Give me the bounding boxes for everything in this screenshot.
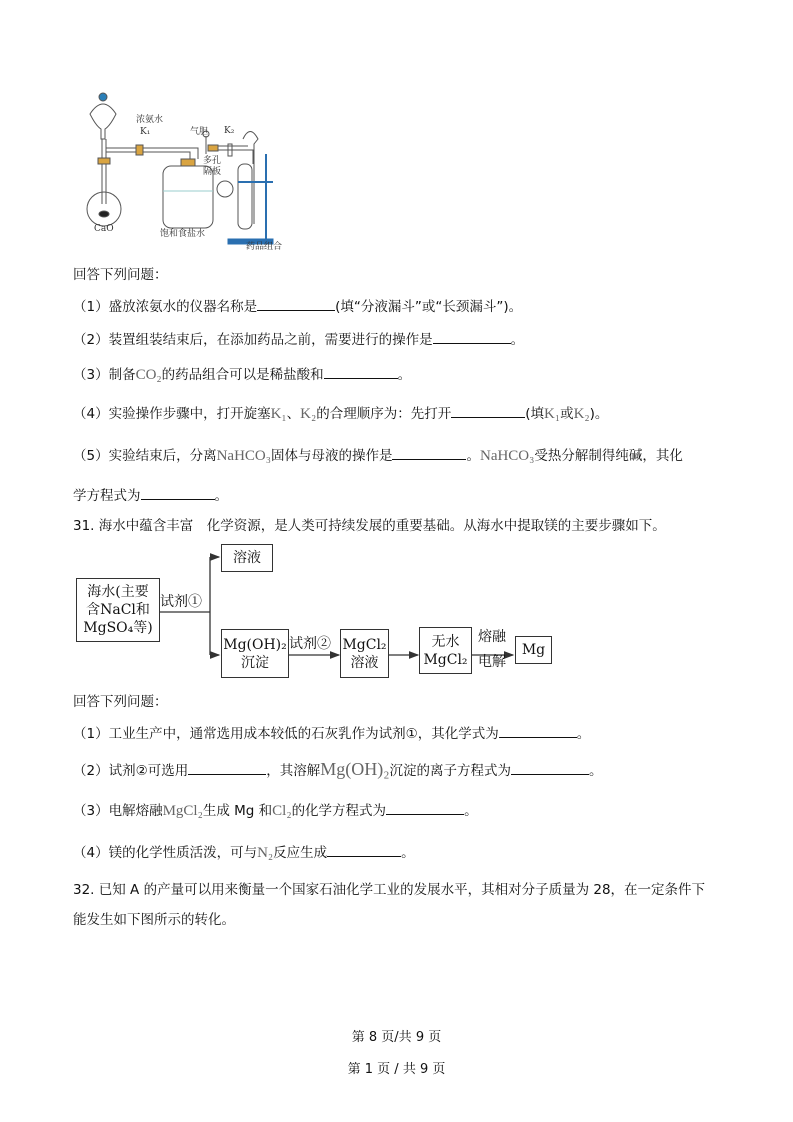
mgoh2-box xyxy=(221,629,289,678)
q30-1-post: (填“分液漏斗”或“长颈漏斗”)。 xyxy=(335,299,523,315)
formula: K₂ xyxy=(573,406,590,422)
answer-blank[interactable] xyxy=(188,760,266,775)
anhydrous-mgcl2-box xyxy=(419,627,472,674)
q30-3-text: （3）制备 xyxy=(73,367,136,383)
q31-prompt: 回答下列问题： xyxy=(73,694,168,710)
q31-4-text: （4）镁的化学性质活泼，可与 xyxy=(73,845,258,861)
q30-1-text: （1）盛放浓氨水的仪器名称是 xyxy=(73,299,258,315)
label-reagents: 药品组合 xyxy=(246,242,283,252)
q30-5-text: （5）实验结束后，分离 xyxy=(73,448,217,464)
formula: Mg(OH)₂ xyxy=(320,759,390,779)
mgcl2-solution-box xyxy=(340,629,389,678)
formula: N₂ xyxy=(257,845,274,861)
answer-blank[interactable] xyxy=(511,760,589,775)
box-text: MgCl₂ xyxy=(423,651,468,668)
box-text: 含NaCl和 xyxy=(86,602,150,618)
box-text: 溶液 xyxy=(350,654,379,671)
formula: NaHCO₃ xyxy=(216,448,271,464)
q30-5-tail: 受热分解制得纯碱，其化 xyxy=(534,448,683,464)
q31-2-mid2: 沉淀的离子方程式为 xyxy=(389,763,511,779)
mg-box xyxy=(515,636,552,664)
q31-3-text: （3）电解熔融 xyxy=(73,803,163,819)
q32-line-2: 能发生如下图所示的转化。 xyxy=(73,912,235,928)
label-k2: K₂ xyxy=(224,126,235,136)
q31-3-post: 。 xyxy=(464,803,478,819)
box-text: MgSO₄等) xyxy=(83,620,153,636)
q30-2-text: （2）装置组装结束后，在添加药品之前，需要进行的操作是 xyxy=(73,332,433,348)
q31-2-text: （2）试剂②可选用 xyxy=(73,763,189,779)
q30-3-mid: 的药品组合可以是稀盐酸和 xyxy=(161,367,324,383)
answer-blank[interactable] xyxy=(499,723,577,738)
q31-item-4 xyxy=(73,841,415,862)
q30-5-mid: 固体与母液的操作是 xyxy=(270,448,393,464)
q31-1-post: 。 xyxy=(576,726,591,742)
q30-4-post: (填 xyxy=(525,406,544,422)
q30-4-end: )。 xyxy=(589,406,609,422)
label-brine: 饱和食盐水 xyxy=(160,229,206,239)
q30-5-cont-text: 学方程式为 xyxy=(73,488,141,504)
formula: K₁ xyxy=(270,406,287,422)
reagent-1-label: 试剂① xyxy=(160,594,202,610)
separator: 、 xyxy=(286,406,301,422)
answer-blank[interactable] xyxy=(386,800,464,815)
formula: NaHCO₃ xyxy=(479,448,535,464)
box-text: MgCl₂ xyxy=(342,636,387,653)
outer-page-number: 第 1 页 / 共 9 页 xyxy=(347,1062,446,1077)
q30-5-post: 。 xyxy=(466,448,480,464)
answer-blank[interactable] xyxy=(327,842,401,857)
label-ammonia: 浓氨水 xyxy=(136,115,164,125)
q31-item-1 xyxy=(73,722,590,742)
label-plate: 多孔隔板 xyxy=(203,156,222,177)
box-text: 沉淀 xyxy=(241,654,269,671)
box-text: 溶液 xyxy=(233,550,261,566)
q31-3-mid2: 的化学方程式为 xyxy=(291,803,387,819)
formula: K₂ xyxy=(300,406,317,422)
q30-2-post: 。 xyxy=(510,332,525,348)
q30-3-post: 。 xyxy=(397,367,412,383)
electrolysis-label-2: 电解 xyxy=(478,654,506,670)
electrolysis-label-1: 熔融 xyxy=(478,629,506,645)
q31-4-mid: 反应生成 xyxy=(273,845,328,861)
inner-page-number: 第 8 页/共 9 页 xyxy=(351,1030,442,1045)
box-text: Mg xyxy=(521,642,546,658)
or-text: 或 xyxy=(560,406,574,422)
q31-2-post: 。 xyxy=(588,763,603,779)
box-text: 无水 xyxy=(431,633,460,650)
q31-3-mid: 生成 Mg 和 xyxy=(202,803,273,819)
q30-prompt: 回答下列问题： xyxy=(73,267,168,283)
formula: Cl₂ xyxy=(272,803,292,819)
q31-4-post: 。 xyxy=(401,845,415,861)
label-bladder: 气胆 xyxy=(190,127,209,137)
seawater-box xyxy=(76,578,160,642)
label-cao: CaO xyxy=(94,224,114,234)
q31-stem: 31. 海水中蕴含丰富 化学资源，是人类可持续发展的重要基础。从海水中提取镁的主要步骤如下。 xyxy=(73,518,666,534)
formula: MgCl₂ xyxy=(162,803,203,819)
q32-line-1: 32. 已知 A 的产量可以用来衡量一个国家石油化学工业的发展水平，其相对分子质量为 28，在一定条件下 xyxy=(73,882,706,898)
q31-item-3 xyxy=(73,799,478,820)
q30-4-text: （4）实验操作步骤中，打开旋塞 xyxy=(73,406,271,422)
box-text: 海水(主要 xyxy=(87,584,149,600)
q31-2-mid: ，其溶解 xyxy=(266,763,321,779)
formula: K₁ xyxy=(544,406,561,422)
reagent-2-label: 试剂② xyxy=(289,636,331,652)
label-k1: K₁ xyxy=(140,127,151,137)
formula: CO₂ xyxy=(135,367,162,383)
q31-item-2 xyxy=(73,759,602,780)
q30-5-cont-post: 。 xyxy=(214,488,228,504)
box-text: Mg(OH)₂ xyxy=(223,636,287,653)
q30-4-mid: 的合理顺序为：先打开 xyxy=(316,406,452,422)
q31-1-text: （1）工业生产中，通常选用成本较低的石灰乳作为试剂①，其化学式为 xyxy=(73,726,499,742)
solution-box xyxy=(221,544,273,572)
